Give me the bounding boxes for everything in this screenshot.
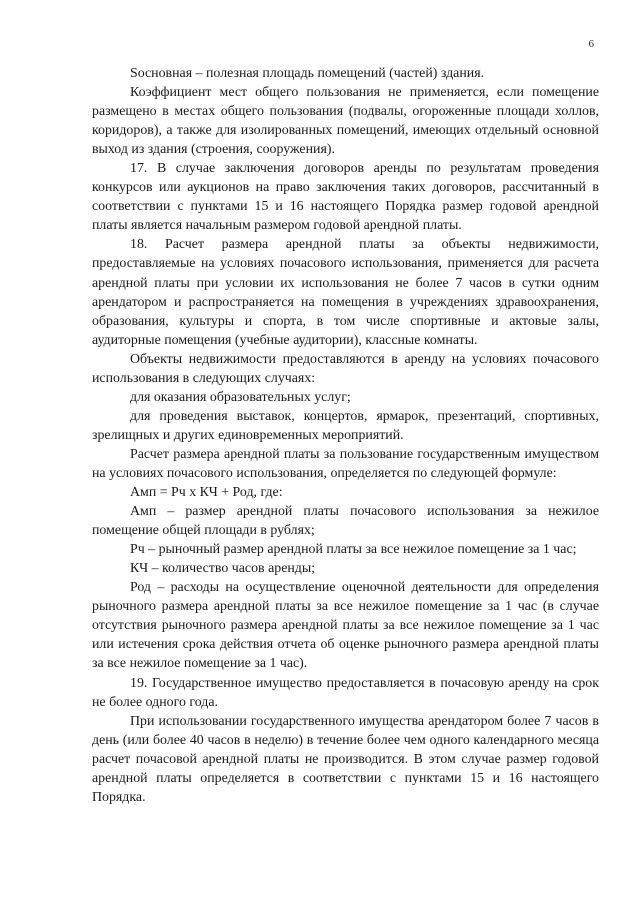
- paragraph: Амп = Рч х КЧ + Род, где:: [130, 485, 283, 501]
- document-body: [92, 64, 599, 807]
- paragraph: для оказания образовательных услуг;: [130, 389, 351, 405]
- paragraph: Объекты недвижимости предоставляются в аренду на условиях почасового использования в следующих случаях:: [92, 351, 599, 386]
- paragraph: При использовании государственного имущества арендатором более 7 часов в день (или более 40 часов в неделю) в течение более чем одного календарного месяца расчет почасовой арендной платы не производится. В этом случае размер годовой арендной платы определяется в соответствии с пунктами 15 и 16 настоящего Порядка.: [92, 713, 599, 805]
- page-number: 6: [588, 38, 594, 50]
- paragraph: 17. В случае заключения договоров аренды по результатам проведения конкурсов или аукционов на право заключения таких договоров, рассчитанный в соответствии с пунктами 15 и 16 настоящего Порядка размер годовой арендной платы является начальным размером годовой арендной платы.: [92, 161, 599, 234]
- paragraph: 19. Государственное имущество предоставляется в почасовую аренду на срок не более одного года.: [92, 675, 599, 710]
- paragraph: Амп – размер арендной платы почасового использования за нежилое помещение общей площади в рублях;: [92, 504, 599, 539]
- paragraph: Расчет размера арендной платы за пользование государственным имуществом на условиях почасового использования, определяется по следующей формуле:: [92, 446, 599, 481]
- paragraph: Рч – рыночный размер арендной платы за все нежилое помещение за 1 час;: [130, 542, 577, 558]
- paragraph: Sосновная – полезная площадь помещений (частей) здания.: [130, 66, 485, 81]
- paragraph: Коэффициент мест общего пользования не применяется, если помещение размещено в местах общего пользования (подвалы, огороженные площади холлов, коридоров), а также для изолированных помещений, имеющих отдельный основной выход из здания (строения, сооружения).: [92, 85, 599, 158]
- paragraph: Род – расходы на осуществление оценочной деятельности для определения рыночного размера арендной платы за все нежилое помещение за 1 час (в случае отсутствия рыночного размера арендной платы за все нежилое помещение за 1 час или истечения срока действия отчета об оценке рыночного размера арендной платы за все нежилое помещение за 1 час).: [92, 580, 599, 672]
- paragraph: для проведения выставок, концертов, ярмарок, презентаций, спортивных, зрелищных и других единовременных мероприятий.: [92, 408, 599, 443]
- paragraph: КЧ – количество часов аренды;: [130, 561, 316, 577]
- paragraph: 18. Расчет размера арендной платы за объекты недвижимости, предоставляемые на условиях почасового использования, применяется для расчета арендной платы при условии их использования не более 7 часов в сутки одним арендатором и распространяется на помещения в учреждениях здравоохранения, образования, культуры и спорта, в том числе спортивные и актовые залы, аудиторные помещения (учебные аудитории), классные комнаты.: [92, 237, 599, 348]
